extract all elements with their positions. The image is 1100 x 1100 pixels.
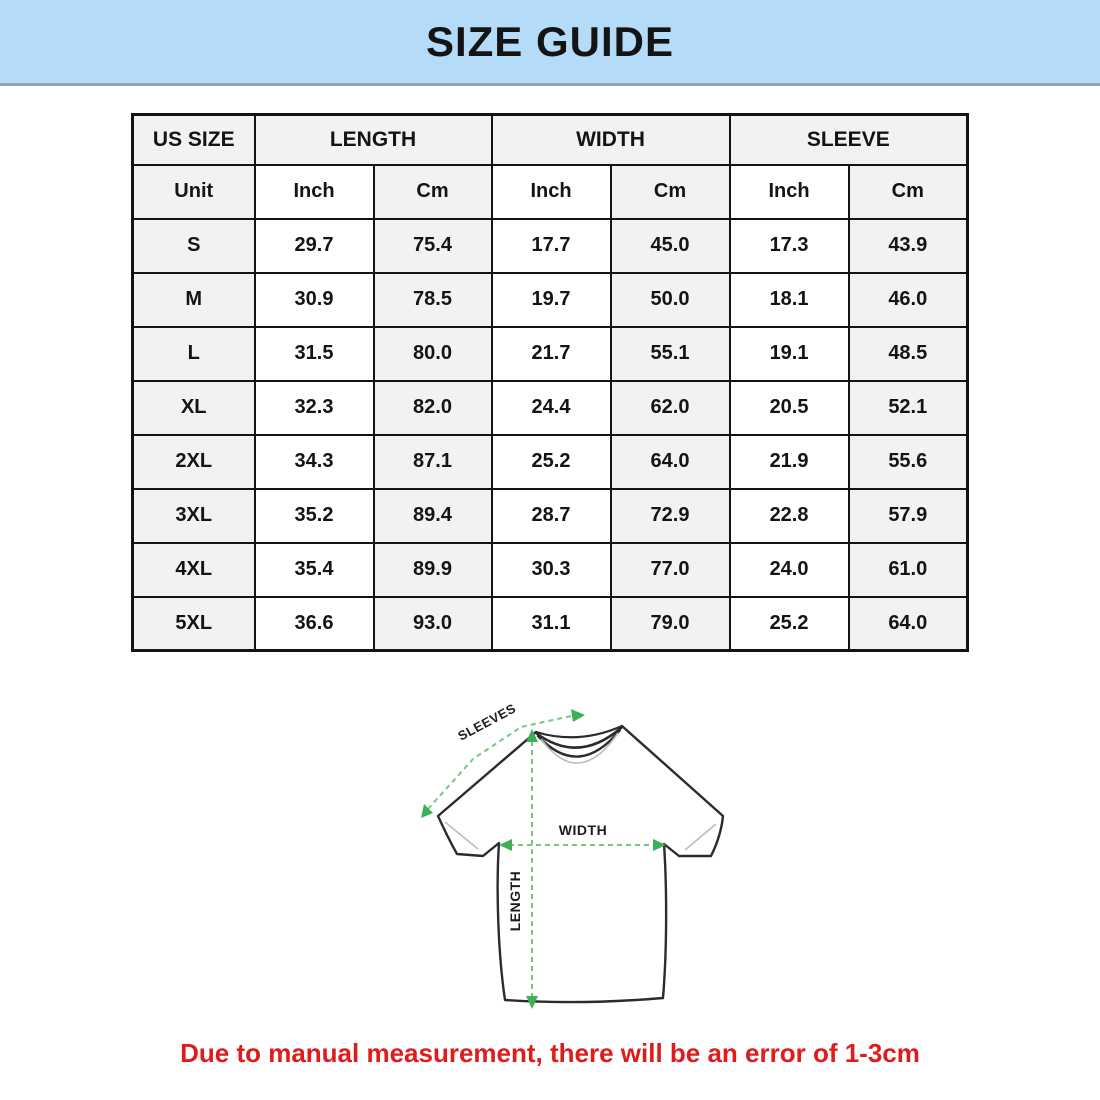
value-cell: 36.6 <box>255 597 374 651</box>
value-cell: 17.7 <box>492 219 611 273</box>
page-title: SIZE GUIDE <box>425 17 675 65</box>
table-row-xl <box>133 381 968 435</box>
value-cell: 28.7 <box>492 489 611 543</box>
value-cell: 21.7 <box>492 327 611 381</box>
value-cell: 32.3 <box>255 381 374 435</box>
value-cell: 35.2 <box>255 489 374 543</box>
value-cell: 89.9 <box>374 543 492 597</box>
value-cell: 55.1 <box>611 327 730 381</box>
col-header-sleeve: SLEEVE <box>730 115 968 165</box>
table-row-s <box>133 219 968 273</box>
value-cell: 18.1 <box>730 273 849 327</box>
value-cell: 93.0 <box>374 597 492 651</box>
unit-inch: Inch <box>255 165 374 219</box>
value-cell: 29.7 <box>255 219 374 273</box>
value-cell: 72.9 <box>611 489 730 543</box>
unit-cm: Cm <box>849 165 968 219</box>
col-header-length: LENGTH <box>255 115 492 165</box>
value-cell: 62.0 <box>611 381 730 435</box>
value-cell: 64.0 <box>849 597 968 651</box>
value-cell: 25.2 <box>492 435 611 489</box>
size-cell: XL <box>133 381 255 435</box>
value-cell: 19.1 <box>730 327 849 381</box>
value-cell: 24.0 <box>730 543 849 597</box>
value-cell: 48.5 <box>849 327 968 381</box>
unit-row <box>133 165 968 219</box>
size-cell: 3XL <box>133 489 255 543</box>
value-cell: 22.8 <box>730 489 849 543</box>
value-cell: 24.4 <box>492 381 611 435</box>
width-label: WIDTH <box>558 822 608 838</box>
value-cell: 78.5 <box>374 273 492 327</box>
size-cell: 5XL <box>133 597 255 651</box>
unit-label: Unit <box>133 165 255 219</box>
value-cell: 52.1 <box>849 381 968 435</box>
value-cell: 34.3 <box>255 435 374 489</box>
unit-cm: Cm <box>374 165 492 219</box>
size-cell: M <box>133 273 255 327</box>
table-row-5xl <box>133 597 968 651</box>
width-measure-arrow <box>499 822 666 851</box>
table-row-2xl <box>133 435 968 489</box>
value-cell: 61.0 <box>849 543 968 597</box>
value-cell: 77.0 <box>611 543 730 597</box>
size-cell: S <box>133 219 255 273</box>
value-cell: 89.4 <box>374 489 492 543</box>
size-cell: 2XL <box>133 435 255 489</box>
value-cell: 25.2 <box>730 597 849 651</box>
size-cell: 4XL <box>133 543 255 597</box>
value-cell: 55.6 <box>849 435 968 489</box>
value-cell: 43.9 <box>849 219 968 273</box>
unit-inch: Inch <box>730 165 849 219</box>
table-header-row <box>133 115 968 165</box>
value-cell: 31.1 <box>492 597 611 651</box>
value-cell: 87.1 <box>374 435 492 489</box>
value-cell: 82.0 <box>374 381 492 435</box>
tshirt-measurement-diagram <box>395 688 795 1033</box>
value-cell: 19.7 <box>492 273 611 327</box>
value-cell: 21.9 <box>730 435 849 489</box>
value-cell: 46.0 <box>849 273 968 327</box>
table-row-l <box>133 327 968 381</box>
value-cell: 20.5 <box>730 381 849 435</box>
table-row-m <box>133 273 968 327</box>
value-cell: 79.0 <box>611 597 730 651</box>
size-table <box>131 113 969 652</box>
value-cell: 30.9 <box>255 273 374 327</box>
title-banner <box>0 0 1100 86</box>
value-cell: 80.0 <box>374 327 492 381</box>
value-cell: 31.5 <box>255 327 374 381</box>
value-cell: 17.3 <box>730 219 849 273</box>
measurement-disclaimer: Due to manual measurement, there will be an error of 1-3cm <box>180 1038 920 1068</box>
value-cell: 50.0 <box>611 273 730 327</box>
tshirt-outline-icon <box>438 726 723 1002</box>
table-row-3xl <box>133 489 968 543</box>
value-cell: 30.3 <box>492 543 611 597</box>
unit-inch: Inch <box>492 165 611 219</box>
table-row-4xl <box>133 543 968 597</box>
value-cell: 35.4 <box>255 543 374 597</box>
size-cell: L <box>133 327 255 381</box>
unit-cm: Cm <box>611 165 730 219</box>
col-header-width: WIDTH <box>492 115 730 165</box>
value-cell: 75.4 <box>374 219 492 273</box>
length-measure-arrow <box>507 729 538 1009</box>
length-label: LENGTH <box>507 870 523 932</box>
value-cell: 64.0 <box>611 435 730 489</box>
value-cell: 57.9 <box>849 489 968 543</box>
sleeves-label: SLEEVES <box>455 700 519 744</box>
col-header-us-size: US SIZE <box>133 115 255 165</box>
value-cell: 45.0 <box>611 219 730 273</box>
